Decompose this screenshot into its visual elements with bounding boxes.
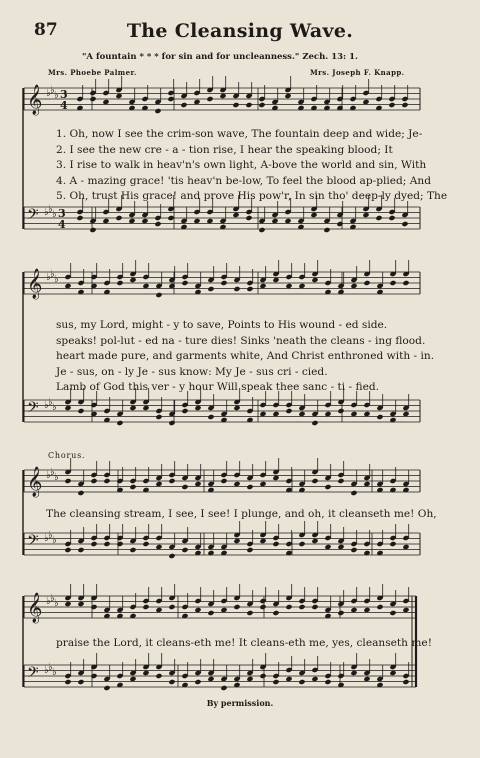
note-head <box>103 685 110 691</box>
note-head <box>90 604 97 610</box>
flat-sign: ♭ <box>44 207 49 218</box>
note-head <box>337 478 344 484</box>
note-head <box>259 604 266 610</box>
note-head <box>233 286 240 292</box>
flat-sign: ♭ <box>46 596 51 607</box>
verse-line: 4. A - mazing grace! 'tis heav'n be-low, To feel the blood ap-plied; And <box>56 174 432 187</box>
note-head <box>77 679 84 685</box>
note-head <box>388 102 395 108</box>
note-head <box>363 280 370 286</box>
note-head <box>129 547 136 553</box>
treble-clef: 𝄞 <box>27 593 43 623</box>
note-head <box>129 484 136 490</box>
verse-line: 5. Oh, trust His grace! and prove His pow'r, In sin tho' deep-ly dyed; The <box>56 190 448 202</box>
note-head <box>142 604 149 610</box>
flat-sign: ♭ <box>54 274 59 285</box>
note-head <box>220 478 227 484</box>
time-signature: 4 <box>60 99 68 112</box>
note-head <box>401 221 408 227</box>
hymn-title: The Cleansing Wave. <box>126 20 354 42</box>
verse-line: 1. Oh, now I see the crim-son wave, The fountain deep and wide; Je- <box>56 128 423 140</box>
verse-line: 3. I rise to walk in heav'n's own light, A-bove the world and sin, With <box>56 159 427 171</box>
flat-sign: ♭ <box>44 533 49 544</box>
time-signature: 3 <box>58 207 66 220</box>
note-head <box>115 215 122 221</box>
verse-line: Je - sus, on - ly Je - sus know: My Je - sus cri - cied. <box>56 365 328 378</box>
note-head <box>311 604 318 610</box>
note-head <box>89 227 96 233</box>
note-head <box>180 102 187 108</box>
note-head <box>389 280 396 286</box>
flat-sign: ♭ <box>50 593 55 604</box>
flat-sign: ♭ <box>50 85 55 96</box>
verse-lyrics-part2 <box>56 318 434 396</box>
note-head <box>64 478 71 484</box>
note-head <box>64 547 71 553</box>
flat-sign: ♭ <box>52 535 57 546</box>
note-head <box>402 280 409 286</box>
note-head <box>337 610 344 616</box>
note-head <box>376 414 383 420</box>
note-head <box>285 408 292 414</box>
note-head <box>181 408 188 414</box>
chorus-lyrics-line1: The cleansing stream, I see, I see! I plunge, and oh, it cleanseth me! Oh, <box>46 508 437 520</box>
note-head <box>90 478 97 484</box>
flat-sign: ♭ <box>48 204 53 215</box>
note-head <box>89 96 96 102</box>
note-head <box>350 490 357 496</box>
flat-sign: ♭ <box>46 88 51 99</box>
note-head <box>246 547 253 553</box>
flat-sign: ♭ <box>52 209 57 220</box>
bass-clef: 𝄢 <box>27 664 39 685</box>
flat-sign: ♭ <box>46 470 51 481</box>
note-head <box>311 478 318 484</box>
note-head <box>232 102 239 108</box>
flat-sign: ♭ <box>52 402 57 413</box>
note-head <box>246 484 253 490</box>
note-head <box>142 541 149 547</box>
note-head <box>246 610 253 616</box>
note-head <box>181 547 188 553</box>
note-head <box>155 292 162 298</box>
note-head <box>207 610 214 616</box>
verse-line: speaks! pol-lut - ed na - ture dies! Sinks 'neath the cleans - ing flood. <box>56 334 426 347</box>
flat-sign: ♭ <box>48 530 53 541</box>
note-head <box>103 541 110 547</box>
note-head <box>77 408 84 414</box>
note-head <box>311 420 318 426</box>
note-head <box>90 673 97 679</box>
note-head <box>77 490 84 496</box>
note-head <box>154 221 161 227</box>
note-head <box>258 102 265 108</box>
note-head <box>168 604 175 610</box>
note-head <box>168 420 175 426</box>
note-head <box>258 227 265 233</box>
note-head <box>103 478 110 484</box>
permission-note: By permission. <box>206 698 274 708</box>
note-head <box>116 280 123 286</box>
flat-sign: ♭ <box>54 598 59 609</box>
note-head <box>77 547 84 553</box>
note-head <box>90 541 97 547</box>
note-head <box>375 215 382 221</box>
note-head <box>246 286 253 292</box>
verse-line: 2. I see the new cre - a - tion rise, I hear the speaking blood; It <box>56 143 393 156</box>
verse-line: sus, my Lord, might - y to save, Points to His wound - ed side. <box>56 319 388 331</box>
flat-sign: ♭ <box>48 662 53 673</box>
note-head <box>272 679 279 685</box>
note-head <box>116 420 123 426</box>
note-head <box>298 604 305 610</box>
note-head <box>168 553 175 559</box>
treble-clef: 𝄞 <box>27 467 43 497</box>
bass-clef: 𝄢 <box>27 206 39 227</box>
note-head <box>389 610 396 616</box>
note-head <box>323 227 330 233</box>
note-head <box>167 215 174 221</box>
chorus-label: Chorus. <box>48 451 86 460</box>
flat-sign: ♭ <box>46 272 51 283</box>
note-head <box>336 221 343 227</box>
time-signature: 4 <box>58 218 66 231</box>
note-head <box>402 679 409 685</box>
flat-sign: ♭ <box>48 397 53 408</box>
flat-sign: ♭ <box>54 472 59 483</box>
note-head <box>337 408 344 414</box>
flat-sign: ♭ <box>50 467 55 478</box>
note-head <box>298 679 305 685</box>
note-head <box>220 280 227 286</box>
note-head <box>388 215 395 221</box>
note-head <box>206 96 213 102</box>
verse-line: Lamb of God this ver - y hour Will speak thee sanc - ti - fied. <box>56 381 379 393</box>
music-credit: Mrs. Joseph F. Knapp. <box>310 68 405 77</box>
flat-sign: ♭ <box>44 665 49 676</box>
note-head <box>155 673 162 679</box>
note-head <box>401 102 408 108</box>
note-head <box>324 484 331 490</box>
note-head <box>155 414 162 420</box>
flat-sign: ♭ <box>54 90 59 101</box>
scripture-epigraph: "A fountain * * * for sin and for uncleanness." Zech. 13: 1. <box>82 52 359 62</box>
bass-clef: 𝄢 <box>27 399 39 420</box>
note-head <box>181 484 188 490</box>
note-head <box>245 215 252 221</box>
note-head <box>272 541 279 547</box>
note-head <box>298 541 305 547</box>
treble-clef: 𝄞 <box>27 269 43 299</box>
note-head <box>64 679 71 685</box>
note-head <box>168 478 175 484</box>
note-head <box>324 679 331 685</box>
note-head <box>272 610 279 616</box>
chorus-lyrics-line2: praise the Lord, it cleans-eth me! It cleans-eth me, yes, cleanseth me! <box>56 637 432 649</box>
note-head <box>245 102 252 108</box>
flat-sign: ♭ <box>52 667 57 678</box>
note-head <box>207 286 214 292</box>
bass-clef: 𝄢 <box>27 532 39 553</box>
note-head <box>233 604 240 610</box>
words-credit: Mrs. Phoebe Palmer. <box>48 68 137 77</box>
note-head <box>181 280 188 286</box>
note-head <box>389 541 396 547</box>
note-head <box>194 679 201 685</box>
note-head <box>116 541 123 547</box>
treble-clef: 𝄞 <box>27 85 43 115</box>
note-head <box>350 547 357 553</box>
note-head <box>167 96 174 102</box>
note-head <box>207 414 214 420</box>
note-head <box>168 679 175 685</box>
time-signature: 3 <box>60 88 68 101</box>
flat-sign: ♭ <box>50 269 55 280</box>
verse-lyrics-part1 <box>56 127 447 205</box>
note-head <box>285 604 292 610</box>
note-head <box>154 108 161 114</box>
hymn-number: 87 <box>34 20 58 40</box>
verse-line: heart made pure, and garments white, And Christ enthroned with - in. <box>56 350 435 362</box>
note-head <box>76 215 83 221</box>
note-head <box>220 685 227 691</box>
note-head <box>259 673 266 679</box>
note-head <box>376 604 383 610</box>
flat-sign: ♭ <box>44 400 49 411</box>
